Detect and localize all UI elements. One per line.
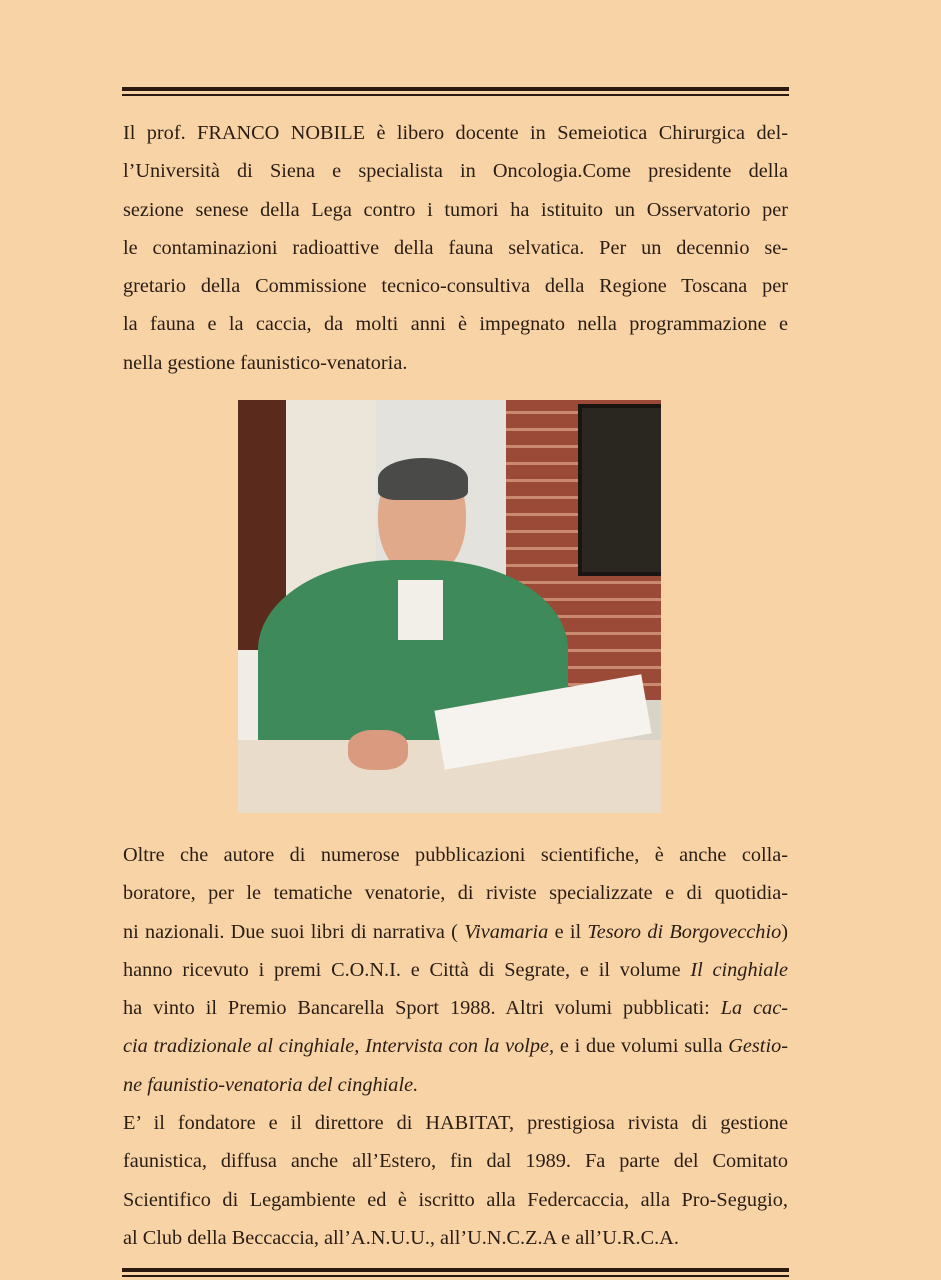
text-line: [123, 1142, 788, 1180]
text-segment: gretario della Commissione tecnico-consultiva della Regione Toscana per: [123, 275, 788, 298]
italic-title: ne faunistio-venatoria del cinghiale.: [123, 1073, 419, 1096]
italic-title: Il cinghiale: [690, 958, 788, 981]
text-segment: sezione senese della Lega contro i tumori ha istituito un Osservatorio per: [123, 198, 788, 221]
text-segment: al Club della Beccaccia, all’A.N.U.U., all’U.N.C.Z.A e all’U.R.C.A.: [123, 1226, 679, 1249]
text-segment: la fauna e la caccia, da molti anni è impegnato nella programmazione e: [123, 313, 788, 336]
text-segment: ): [781, 920, 788, 943]
text-segment: e i due volumi sulla: [554, 1035, 729, 1058]
italic-title: cia tradizionale al cinghiale, Intervista con la volpe,: [123, 1035, 555, 1058]
text-segment: le contaminazioni radioattive della fauna selvatica. Per un decennio se-: [123, 236, 788, 259]
italic-title: La cac-: [720, 997, 788, 1020]
text-line: [123, 191, 788, 229]
italic-title: Vivamaria: [464, 920, 549, 943]
text-segment: nella gestione faunistico-venatoria.: [123, 351, 408, 374]
text-line: [123, 1181, 788, 1219]
bottom-double-rule: [122, 1268, 789, 1277]
text-segment: Il prof. FRANCO NOBILE è libero docente in Semeiotica Chirurgica del-: [123, 122, 788, 144]
top-double-rule: [122, 87, 789, 96]
text-line: [123, 1066, 788, 1104]
text-line: [123, 152, 788, 190]
paragraph-bio-intro: [123, 114, 788, 382]
text-segment: ni nazionali. Due suoi libri di narrativa (: [123, 920, 465, 943]
text-line: [123, 267, 788, 305]
text-segment: hanno ricevuto i premi C.O.N.I. e Città di Segrate, e il volume: [123, 958, 691, 981]
text-segment: boratore, per le tematiche venatorie, di riviste specializzate e di quotidia-: [123, 882, 788, 905]
italic-title: Tesoro di Borgovecchio: [587, 920, 782, 943]
text-line: [123, 989, 788, 1027]
text-segment: l’Università di Siena e specialista in Oncologia.Come presidente della: [123, 160, 788, 183]
text-line: [123, 1104, 788, 1142]
text-line: [123, 114, 788, 152]
text-segment: ha vinto il Premio Bancarella Sport 1988. Altri volumi pubblicati:: [123, 997, 721, 1020]
text-line: [123, 344, 788, 382]
text-segment: Scientifico di Legambiente ed è iscritto alla Federcaccia, alla Pro-Segugio,: [123, 1188, 788, 1211]
text-line: [123, 1027, 788, 1065]
text-line: [123, 874, 788, 912]
text-line: [123, 836, 788, 874]
paragraph-publications: [123, 836, 788, 1104]
text-segment: Oltre che autore di numerose pubblicazioni scientifiche, è anche colla-: [123, 844, 788, 866]
text-line: [123, 951, 788, 989]
text-line: [123, 305, 788, 343]
text-line: [123, 913, 788, 951]
text-line: [123, 1219, 788, 1257]
italic-title: Gestio-: [728, 1035, 788, 1058]
author-photo: [238, 400, 661, 813]
text-segment: faunistica, diffusa anche all’Estero, fin dal 1989. Fa parte del Comitato: [123, 1150, 788, 1173]
text-segment: E’ il fondatore e il direttore di HABITAT, prestigiosa rivista di gestione: [123, 1112, 788, 1134]
text-line: [123, 229, 788, 267]
text-segment: e il: [548, 920, 588, 943]
paragraph-habitat: [123, 1104, 788, 1257]
